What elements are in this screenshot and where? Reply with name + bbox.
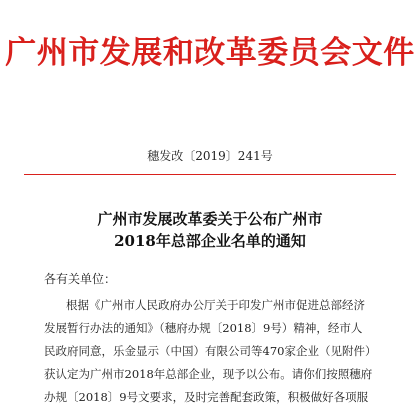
document-number: 穗发改〔2019〕241号 [147, 149, 273, 163]
body-line-2: 发展暂行办法的通知》（穗府办规〔2018〕9号）精神，经市人 [44, 321, 363, 335]
body-line-3: 民政府同意，乐金显示（中国）有限公司等470家企业（见附件） [44, 344, 377, 358]
notice-title-line-2: 2018年总部企业名单的通知 [114, 232, 306, 250]
body-line-1: 根据《广州市人民政府办公厅关于印发广州市促进总部经济 [66, 298, 365, 312]
body-line-5: 办规〔2018〕9号文要求，及时完善配套政策，积极做好各项服 [44, 390, 369, 404]
body-paragraph [44, 294, 394, 409]
salutation: 各有关单位： [44, 272, 117, 286]
red-divider-line [24, 174, 396, 175]
notice-title [0, 208, 420, 252]
body-line-4: 获认定为广州市2018年总部企业，现予以公布。请你们按照穗府 [44, 367, 373, 381]
masthead-title: 广州市发展和改革委员会文件 [5, 35, 415, 71]
notice-title-line-1: 广州市发展改革委关于公布广州市 [97, 210, 323, 228]
